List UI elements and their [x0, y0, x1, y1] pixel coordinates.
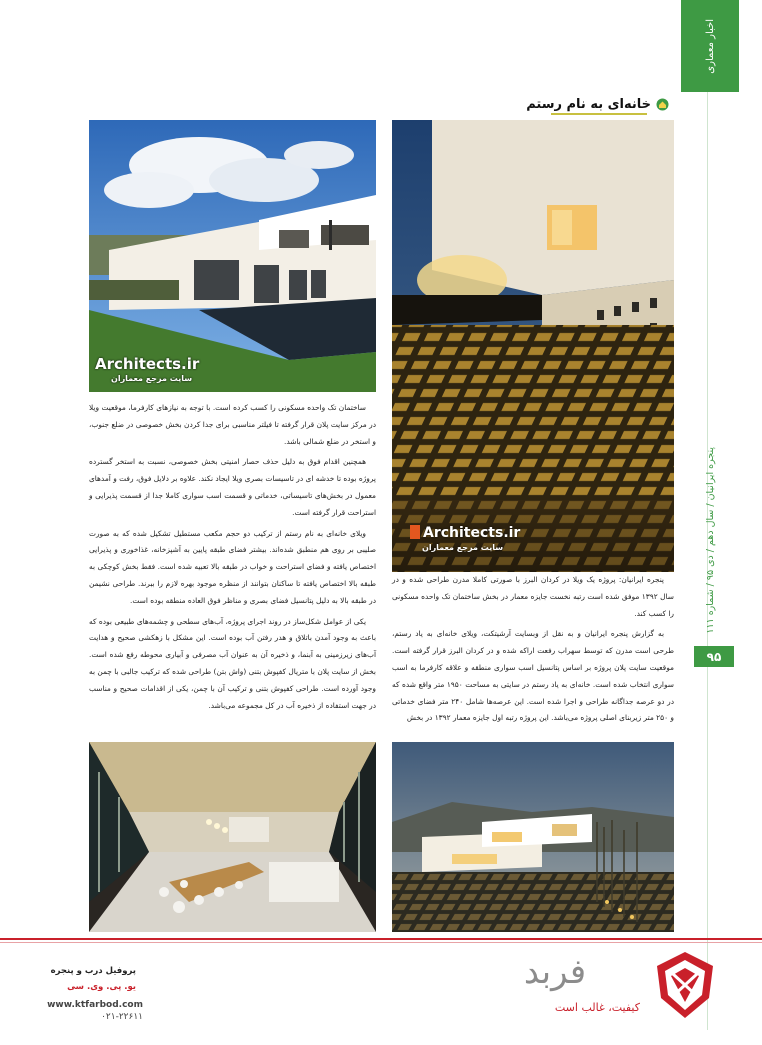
paragraph: پنجره ایرانیان: پروژه یک ویلا در کردان البرز با صورتی کاملا مدرن طراحی شده و در سال ۱۳۹۲ موفق شده است رتبه نخست جایزه معمار در بخش ساختمان تک واحده مسکونی را کسب کند. [392, 575, 674, 618]
phone-number: ۰۲۱-۲۲۶۱۱ [101, 1012, 143, 1022]
website-link[interactable]: www.ktfarbod.com [47, 1000, 143, 1010]
house-icon [656, 98, 669, 111]
photo-night-courtyard [392, 120, 674, 572]
section-label: اخبار معماری [704, 18, 716, 74]
issue-info: پنجره ایرانیان / سال دهم / دی ۹۵ / شماره ۱۱۱ [704, 446, 716, 634]
farbod-logo-icon [655, 950, 715, 1020]
product-line: پروفیل درب و پنجره [50, 966, 136, 976]
photo-day-house-pool [89, 120, 376, 392]
architects-logo-icon [410, 525, 420, 539]
paragraph: همچنین اقدام فوق به دلیل حذف حصار امنیتی بخش خصوصی، نسبت به استخر گسترده پروژه بوده تا خدشه ای در تاسیسات بصری ویلا ایجاد نکند. علاوه بر دلایل فوق، رفت و آمدهای معمول در بخش‌های تاسیساتی، خدماتی و قسمت اسب سواری کاملا جدا از قسمت پذیرایی و استراحت قرار گرفته است. [89, 457, 376, 517]
brand-slogan: کیفیت، غالب است [554, 1001, 640, 1014]
photo-interior-dining [89, 742, 376, 932]
title-underline [551, 113, 647, 115]
paragraph: ویلای خانه‌ای به نام رستم از ترکیب دو حجم مکعب مستطیل تشکیل شده که به صورت صلیبی بر روی هم منطبق شده‌اند. بیشتر فضای طبقه پایین به آشپزخانه، غذاخوری و پذیرایی اختصاص یافته و فضای استراحت و خواب در طبقه بالا تعبیه شده است. فقط بخش کوچکی به طبقه بالا اختصاص یافته تا ساکنان بتوانند از منظره موجود بهره لازم را ببرند. طراحی نشیمن در طبقه بالا به دلیل پتانسیل فضای بصری و مناظر فوق العاده منطقه بوده است. [89, 528, 376, 605]
brand-name: فربد [523, 952, 587, 992]
section-tab [681, 0, 739, 92]
watermark-tagline: سایت مرجع معماران [422, 543, 504, 552]
footer-divider [0, 938, 762, 940]
product-material: یو. پی. وی. سی [67, 982, 136, 992]
watermark-logo: Architects.ir [410, 525, 520, 541]
watermark-logo-2: Architects.ir [95, 355, 200, 373]
footer-divider-thin [0, 942, 762, 943]
paragraph: به گزارش پنجره ایرانیان و به نقل از وبسایت آرشیتکت، ویلای خانه‌ای به یاد رستم، طرحی است مدرن که توسط سهراب رفعت اراکه شده و در کردان البرز قرار گرفته است. موقعیت سایت پلان پروژه بر اساس پتانسیل اسب سواری منطقه و علاقه کارفرما به اسب سواری انتخاب شده است. خانه‌ای به یاد رستم در سایتی به مساحت ۱۹۵۰ متر واقع شده که در دو عرصه جداگانه طراحی و اجرا شده است. این عرصه‌ها شامل ۲۴۰ متر فضای خدماتی و ۲۵۰ متر زیربنای اصلی پروژه می‌باشد. این پروژه رتبه اول جایزه معمار ۱۳۹۲ در بخش [392, 629, 675, 723]
watermark-tagline-2: سایت مرجع معماران [111, 374, 193, 383]
text-column-right [392, 572, 674, 740]
paragraph: یکی از عوامل شکل‌ساز در روند اجرای پروژه، آب‌های سطحی و چشمه‌های طبیعی بوده که باعث به وجود آمدن باتلاق و هدر رفتن آب بوده است. این مشکل با زهکشی صحیح و هدایت آب‌های زیرزمینی به آبنما، و ذخیره آن به عنوان آب مصرفی و آبیاری محوطه رفع شده است. بخش از سایت پلان با متریال کفپوش بتنی (واش بتن) طراحی شده که ترکیب جالبی با چمن به وجود آورده است. طراحی کفپوش بتنی و ترکیب آن با چمن، یکی از اقدامات صحیح و مناسب در جهت استفاده از ذخیره آب در کل مجموعه می‌باشد. [89, 616, 376, 710]
page-number: ۹۵ [694, 646, 734, 667]
paragraph: ساختمان تک واحده مسکونی را کسب کرده است. با توجه به نیازهای کارفرما، موقعیت ویلا در مرکز سایت پلان قرار گرفته تا فیلتر مناسبی برای جدا کردن بخش خصوصی در ضلع جنوب، و استخر در ضلع شمالی باشد. [89, 403, 376, 446]
article-title: خانه‌ای به نام رستم [526, 94, 669, 114]
text-column-left [89, 400, 376, 740]
photo-dusk-exterior [392, 742, 674, 932]
